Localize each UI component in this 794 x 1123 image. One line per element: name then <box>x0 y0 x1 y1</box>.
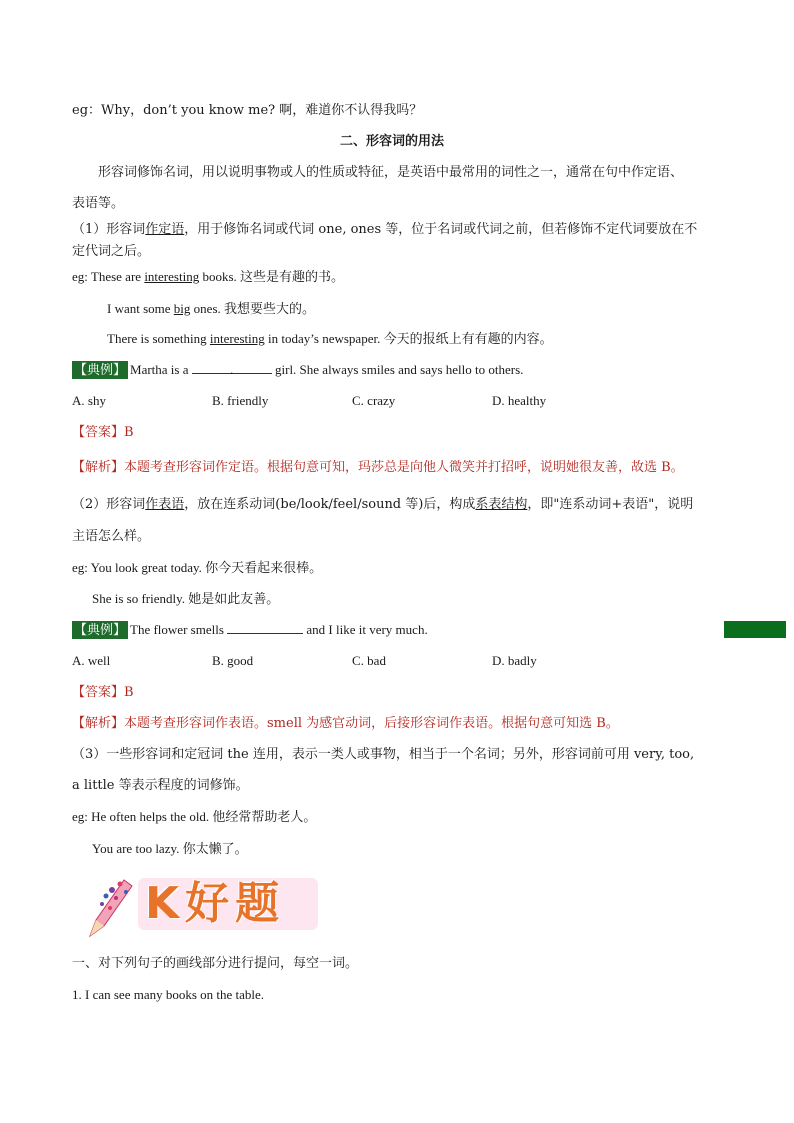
option-b: B. friendly <box>212 393 269 408</box>
example-1-post: books. 这些是有趣的书。 <box>199 269 345 284</box>
question-1-post: girl. She always smiles and says hello to others. <box>271 362 524 377</box>
example-tag: 【典例】 <box>74 362 127 377</box>
example-2-underlined: big <box>173 301 191 316</box>
analysis-2: 【解析】本题考查形容词作表语。smell 为感官动词，后接形容词作表语。根据句意可知选 B。 <box>72 716 619 731</box>
point-2-prefix: （2）形容词 <box>72 497 146 512</box>
example-1 <box>72 268 344 286</box>
point-1-underlined: 作定语 <box>145 222 185 237</box>
option-a: A. well <box>72 653 111 668</box>
example-tag: 【典例】 <box>74 622 127 637</box>
side-marker-bar <box>724 621 786 638</box>
question-2-pre: The flower smells <box>130 622 228 637</box>
example-1-underlined: interesting <box>144 269 200 284</box>
example-2-post: ones. 我想要些大的。 <box>190 301 316 316</box>
option-a: A. shy <box>72 393 106 408</box>
point-2-suffix: ，即"连系动词+表语"，说明 <box>527 497 694 512</box>
option-c: C. bad <box>352 653 386 668</box>
analysis-1: 【解析】本题考查形容词作定语。根据句意可知，玛莎总是向他人微笑并打招呼，说明她很友善，故选 B。 <box>72 460 684 475</box>
answer-blank <box>227 621 303 634</box>
point-2-line-2: 主语怎么样。 <box>72 529 151 544</box>
option-c: C. crazy <box>352 393 396 408</box>
example-why: eg：Why，don’t you know me? 啊，难道你不认得我吗？ <box>72 103 423 118</box>
point-2-underlined-2: 系表结构 <box>475 497 528 512</box>
point-3-line-1: （3）一些形容词和定冠词 the 连用，表示一类人或事物，相当于一个名词；另外，形容词前可用 very, too, <box>72 747 695 762</box>
example-3 <box>107 330 553 348</box>
question-1-pre: Martha is a <box>130 362 192 377</box>
example-2-pre: I want some <box>107 301 174 316</box>
example-7: You are too lazy. 你太懒了。 <box>92 841 248 856</box>
point-3-line-2: a little 等表示程度的词修饰。 <box>72 778 249 793</box>
example-question-1 <box>72 361 523 379</box>
example-3-pre: There is something <box>107 331 210 346</box>
example-1-pre: eg: These are <box>72 269 145 284</box>
example-5: She is so friendly. 她是如此友善。 <box>92 591 280 606</box>
point-2-underlined: 作表语 <box>145 497 185 512</box>
example-3-underlined: interesting <box>209 331 265 346</box>
point-1-line-2: 定代词之后。 <box>72 244 151 259</box>
question-heading: 一、对下列句子的画线部分进行提问，每空一词。 <box>72 956 359 971</box>
answer-1: 【答案】B <box>72 425 134 440</box>
question-2-post: and I like it very much. <box>303 622 428 637</box>
example-2 <box>107 300 315 318</box>
answer-blank: . <box>192 361 272 374</box>
example-6: eg: He often helps the old. 他经常帮助老人。 <box>72 809 317 824</box>
answer-2: 【答案】B <box>72 685 134 700</box>
option-d: D. badly <box>492 653 537 668</box>
example-3-post: in today’s newspaper. 今天的报纸上有有趣的内容。 <box>264 331 553 346</box>
option-b: B. good <box>212 653 254 668</box>
point-2-middle: ，放在连系动词(be/look/feel/sound 等)后，构成 <box>184 497 476 512</box>
section-title: 二、形容词的用法 <box>340 134 445 149</box>
point-1-suffix: ，用于修饰名词或代词 one, ones 等，位于名词或代词之前，但若修饰不定代词要放在不 <box>184 222 698 237</box>
intro-line-1: 形容词修饰名词，用以说明事物或人的性质或特征，是英语中最常用的词性之一，通常在句中作定语、 <box>98 165 684 180</box>
example-question-2 <box>72 621 428 639</box>
example-4: eg: You look great today. 你今天看起来很棒。 <box>72 560 323 575</box>
intro-line-2: 表语等。 <box>72 196 125 211</box>
question-1: 1. I can see many books on the table. <box>72 987 265 1002</box>
point-1-line-1 <box>72 221 697 239</box>
point-1-prefix: （1）形容词 <box>72 222 146 237</box>
option-d: D. healthy <box>492 393 547 408</box>
pen-icon <box>82 872 142 942</box>
logo-title: K好题 <box>145 878 286 929</box>
point-2-line-1 <box>72 496 693 514</box>
